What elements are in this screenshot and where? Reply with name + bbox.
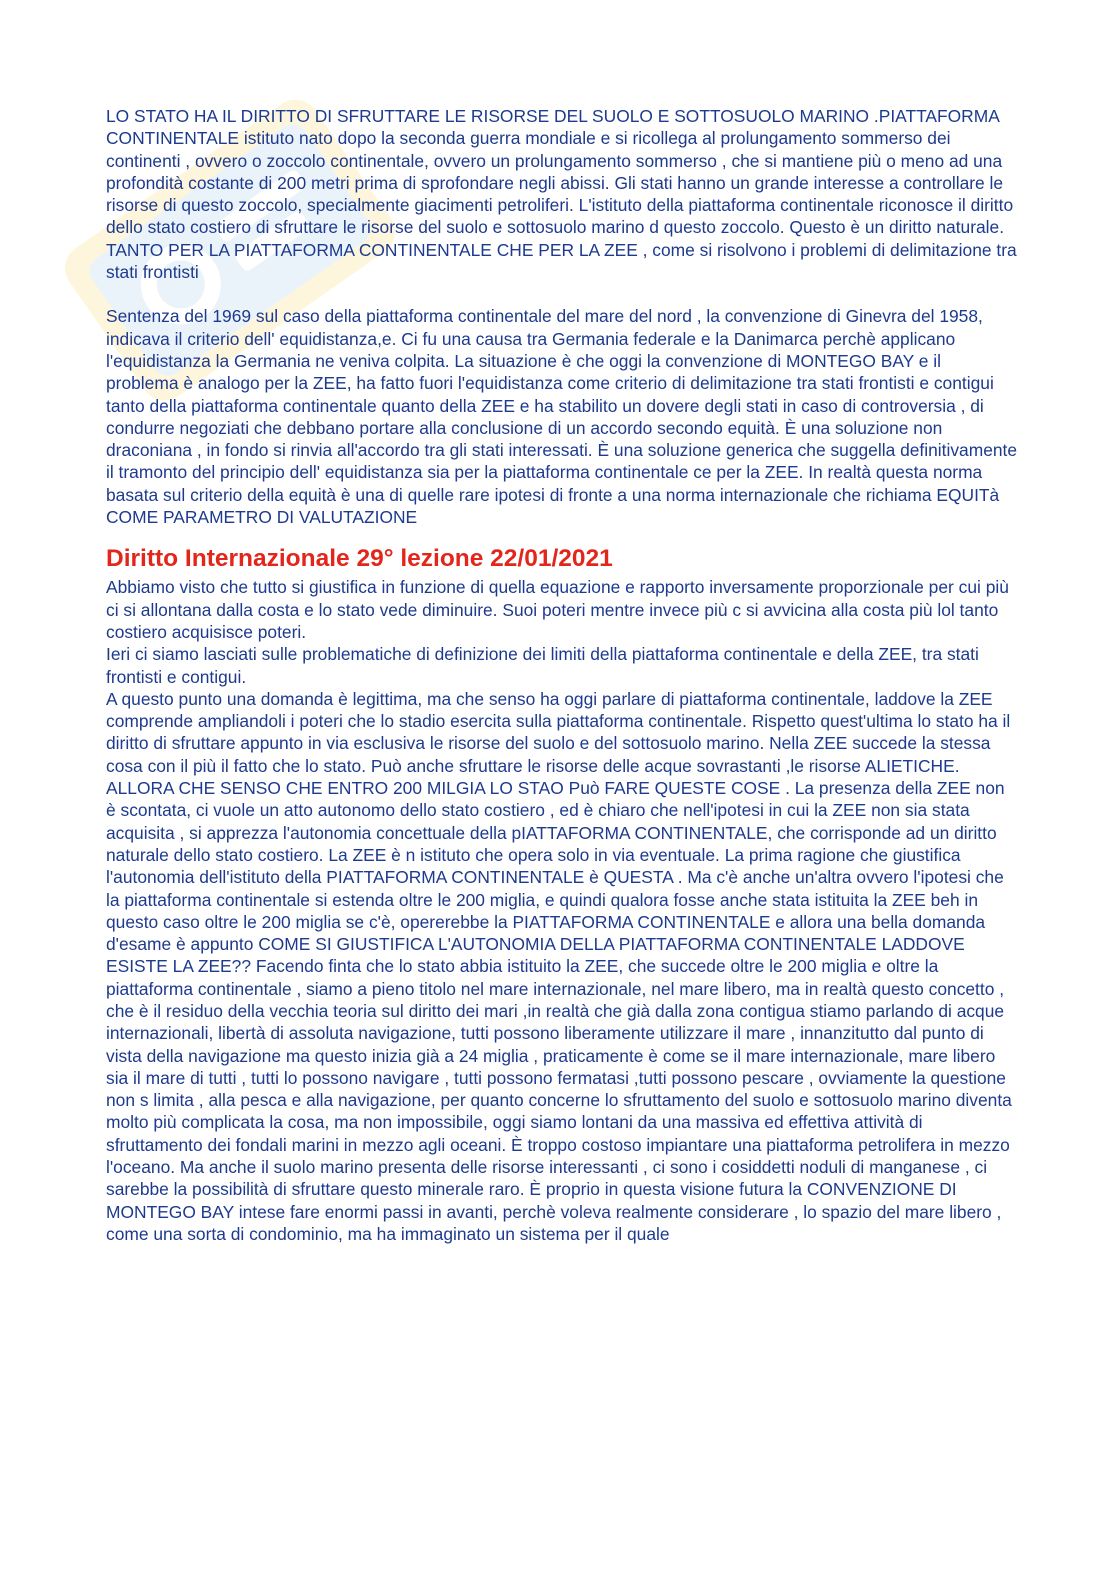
paragraph-gap xyxy=(106,283,1018,305)
paragraph: LO STATO HA IL DIRITTO DI SFRUTTARE LE RISORSE DEL SUOLO E SOTTOSUOLO MARINO .PIATTAFORMA CONTINENTALE istituto nato dopo la seconda guerra mondiale e si ricollega al prolungamento sommerso dei continenti , ovvero o zoccolo continentale, ovvero un prolungamento sommerso , che si mantiene più o meno ad una profondità costante di 200 metri prima di sprofondare negli abissi. Gli stati hanno un grande interesse a controllare le risorse di questo zoccolo, specialmente giacimenti petroliferi. L'istituto della piattaforma continentale riconosce il diritto dello stato costiero di sfruttare le risorse del suolo e sottosuolo marino d questo zoccolo. Questo è un diritto naturale. xyxy=(106,106,1014,238)
paragraph: Ieri ci siamo lasciati sulle problematiche di definizione dei limiti della piattaforma continentale e della ZEE, tra stati frontisti e contigui. xyxy=(106,644,979,687)
lecture-heading: Diritto Internazionale 29° lezione 22/01/2021 xyxy=(106,545,613,573)
paragraph: Abbiamo visto che tutto si giustifica in funzione di quella equazione e rapporto inversamente proporzionale per cui più ci si allontana dalla costa e lo stato vede diminuire. Suoi poteri mentre invece più c si avvicina alla costa più lol tanto costiero acquisisce poteri. xyxy=(106,577,1009,642)
paragraph: TANTO PER LA PIATTAFORMA CONTINENTALE CHE PER LA ZEE , come si risolvono i problemi di delimitazione tra stati frontisti xyxy=(106,239,1017,283)
document-body xyxy=(106,105,1018,1245)
paragraph: A questo punto una domanda è legittima, ma che senso ha oggi parlare di piattaforma continentale, laddove la ZEE comprende ampliandoli i poteri che lo stadio esercita sulla piattaforma continentale. Rispetto quest'ultima lo stato ha il diritto di sfruttare appunto in via esclusiva le risorse del suolo e del sottosuolo marino. Nella ZEE succede la stessa cosa con il più il fatto che lo stato. Può anche sfruttare le risorse delle acque sovrastanti ,le risorse ALIETICHE. ALLORA CHE SENSO CHE ENTRO 200 MILGIA LO STAO Può FARE QUESTE COSE . La presenza della ZEE non è scontata, ci vuole un atto autonomo dello stato costiero , ed è chiaro che nell'ipotesi in cui la ZEE non sia stata acquisita , si apprezza l'autonomia concettuale della pIATTAFORMA CONTINENTALE, che corrisponde ad un diritto naturale dello stato costiero. La ZEE è n istituto che opera solo in via eventuale. La prima ragione che giustifica l'autonomia dell'istituto della PIATTAFORMA CONTINENTALE è QUESTA . Ma c'è anche un'altra ovvero l'ipotesi che la piattaforma continentale si estenda oltre le 200 miglia, e quindi qualora fosse anche stata istituita la ZEE beh in questo caso oltre le 200 miglia se c'è, opererebbe la PIATTAFORMA CONTINENTALE e allora una bella domanda d'esame è appunto COME SI GIUSTIFICA L'AUTONOMIA DELLA PIATTAFORMA CONTINENTALE LADDOVE ESISTE LA ZEE?? Facendo finta che lo stato abbia istituito la ZEE, che succede oltre le 200 miglia e oltre la piattaforma continentale , siamo a pieno titolo nel mare internazionale, nel mare libero, ma in realtà questo concetto , che è il residuo della vecchia teoria sul diritto dei mari ,in realtà che già dalla zona contigua stiamo parlando di acque internazionali, libertà di assoluta navigazione, tutti possono liberamente utilizzare il mare , innanzitutto dal punto di vista della navigazione ma questo inizia già a 24 miglia , praticamente è come se il mare internazionale, mare libero sia il mare di tutti , tutti lo possono navigare , tutti possono fermatasi ,tutti possono pescare , ovviamente la questione non s limita , alla pesca e alla navigazione, per quanto concerne lo sfruttamento del suolo e sottosuolo marino diventa molto più complicata la cosa, ma non impossibile, oggi siamo lontani da una massiva ed effettiva attività di sfruttamento dei fondali marini in mezzo agli oceani. È troppo costoso impiantare una piattaforma petrolifera in mezzo l'oceano. Ma anche il suolo marino presenta delle risorse interessanti , ci sono i cosiddetti noduli di manganese , ci sarebbe la possibilità di sfruttare questo minerale raro. È proprio in questa visione futura la CONVENZIONE DI MONTEGO BAY intese fare enormi passi in avanti, perchè voleva realmente considerare , lo spazio del mare libero , come una sorta di condominio, ma ha immaginato un sistema per il quale xyxy=(106,688,1012,1244)
paragraph: Sentenza del 1969 sul caso della piattaforma continentale del mare del nord , la convenzione di Ginevra del 1958, indicava il criterio dell' equidistanza,e. Ci fu una causa tra Germania federale e la Danimarca perchè applicano l'equidistanza la Germania ne veniva colpita. La situazione è che oggi la convenzione di MONTEGO BAY e il problema è analogo per la ZEE, ha fatto fuori l'equidistanza come criterio di delimitazione tra stati frontisti e contigui tanto della piattaforma continentale quanto della ZEE e ha stabilito un dovere degli stati in caso di controversia , di condurre negoziati che debbano portare alla conclusione di un accordo secondo equità. È una soluzione non draconiana , in fondo si rinvia all'accordo tra gli stati interessati. È una soluzione generica che suggella definitivamente il tramonto del principio dell' equidistanza sia per la piattaforma continentale ce per la ZEE. In realtà questa norma basata sul criterio della equità è una di quelle rare ipotesi di fronte a una norma internazionale che richiama EQUITà COME PARAMETRO DI VALUTAZIONE xyxy=(106,306,1018,528)
